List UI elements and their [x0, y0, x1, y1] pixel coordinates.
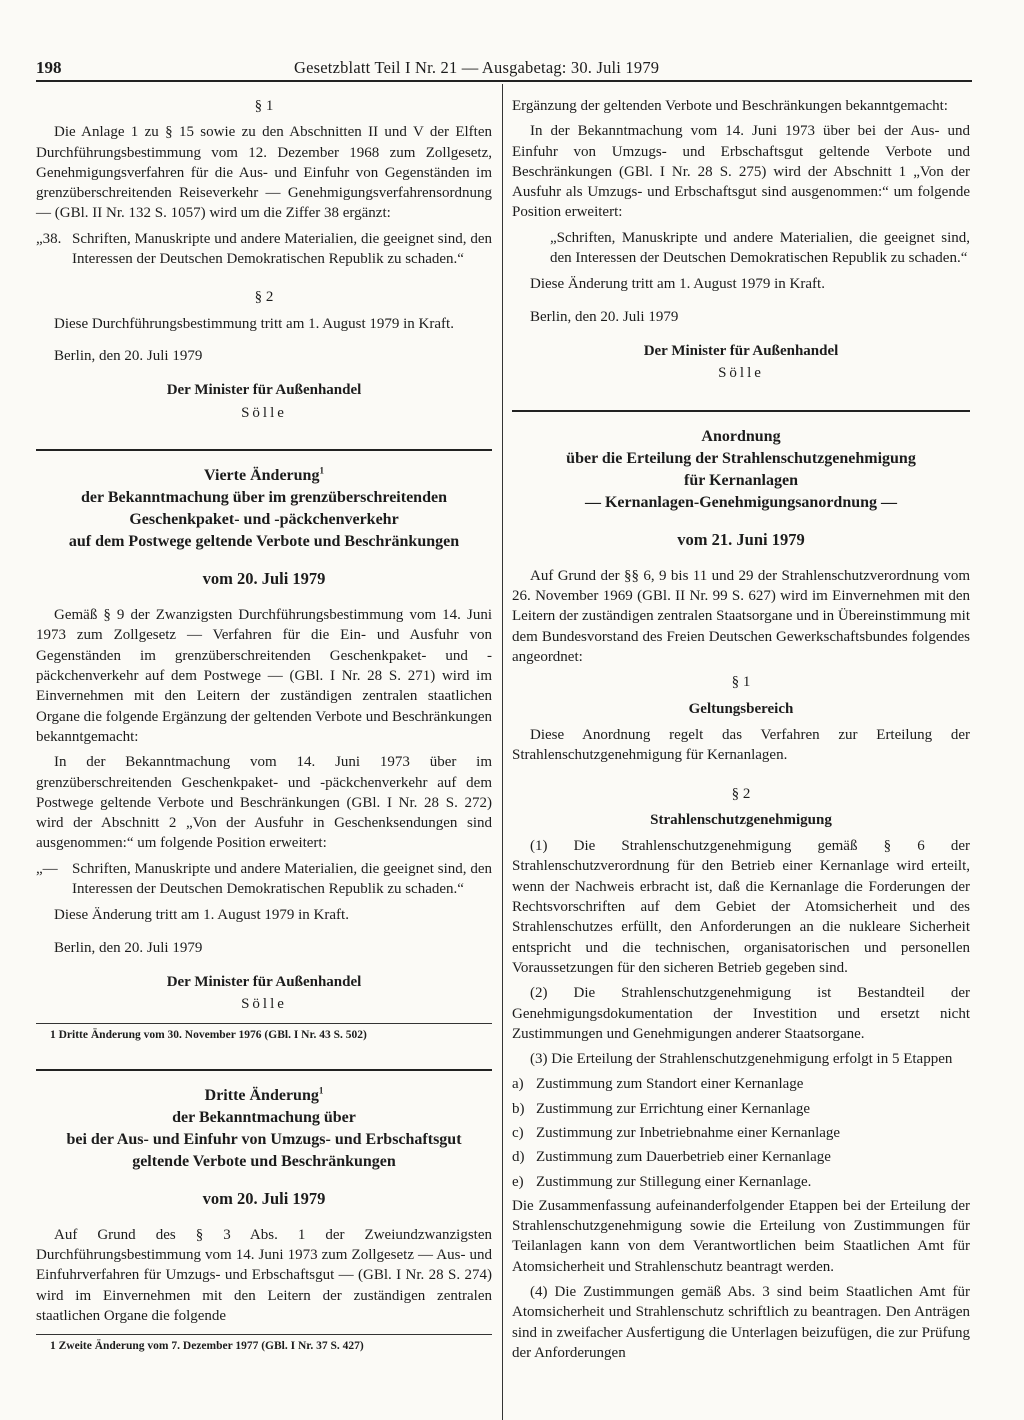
doc-title-line: auf dem Postwege geltende Verbote und Beschränkungen	[68, 532, 460, 550]
minister-title: Der Minister für Außenhandel	[166, 382, 362, 399]
list-label: a)	[512, 1076, 524, 1093]
section-heading: Strahlenschutzgenehmigung	[650, 811, 832, 828]
section-mark-1: § 1	[731, 674, 751, 691]
doc-title-line: bei der Aus- und Einfuhr von Umzugs- und Erbschaftsgut	[66, 1130, 462, 1148]
list-text: Zustimmung zur Inbetriebnahme einer Kernanlage	[536, 1124, 841, 1141]
doc2-paragraph-1: Gemäß § 9 der Zwanzigsten Durchführungsbestimmung vom 14. Juni 1973 zum Zollgesetz — Verfahren für die Ein- und Ausfuhr von Gegenständen im grenzüberschreitenden Geschenkpaket- und -päckchenverkehr auf dem Postwege — (GBl. I Nr. 28 S. 271) wird im Einvernehmen mit den Leitern der zuständigen zentralen staatlichen Organe die folgende Ergänzung der geltenden Verbote und Beschränkungen bekanntgemacht:	[36, 607, 492, 745]
continued-text: Ergänzung der geltenden Verbote und Beschränkungen bekanntgemacht:	[512, 98, 948, 114]
footnote-rule	[36, 1023, 492, 1024]
doc-title-line: für Kernanlagen	[684, 471, 798, 489]
doc4-intro: Auf Grund der §§ 6, 9 bis 11 und 29 der Strahlenschutzverordnung vom 26. November 1969 (GBl. II Nr. 99 S. 627) wird im Einvernehmen mit den Leitern der zuständigen zentralen Staatsorgane und in Übereinstimmung mit dem Bundesvorstand des Freien Deutschen Gewerkschaftsbundes folgendes angeordnet:	[512, 567, 970, 666]
section-1-text: Die Anlage 1 zu § 15 sowie zu den Abschnitten II und V der Elften Durchführungsbestimmung vom 12. Dezember 1968 zum Zollgesetz, Genehmigungsverfahren für die Aus- und Einfuhr von Gegenständen im grenzüberschreitenden Reiseverkehr — Genehmigungsverfahrensordnung — (GBl. II Nr. 132 S. 1057) wird um die Ziffer 38 ergänzt:	[36, 124, 492, 222]
signature: Sölle	[241, 996, 287, 1013]
list-text: Zustimmung zum Standort einer Kernanlage	[536, 1076, 804, 1093]
quote-number: „38.	[36, 230, 62, 247]
header-rule	[36, 80, 972, 82]
doc3-paragraph-3: Diese Änderung tritt am 1. August 1979 in Kraft.	[530, 276, 825, 293]
doc3-paragraph-2: In der Bekanntmachung vom 14. Juni 1973 über bei der Aus- und Einfuhr von Umzugs- und Erbschaftsgut geltende Verbote und Beschränkungen (GBl. I Nr. 28 S. 275) wird der Abschnitt 1 „Von der Ausfuhr als Umzugs- und Erbschaftsgut sind ausgenommen:“ um folgende Position erweitert:	[512, 123, 970, 221]
date-line: Berlin, den 20. Juli 1979	[530, 308, 679, 325]
quote-item	[36, 859, 492, 900]
doc-title-line: geltende Verbote und Beschränkungen	[132, 1152, 396, 1170]
doc-title-line: Dritte Änderung	[204, 1086, 319, 1104]
section-mark-2: § 2	[254, 289, 274, 306]
column-divider	[502, 84, 503, 1420]
signature: Sölle	[241, 404, 287, 421]
minister-title: Der Minister für Außenhandel	[166, 973, 362, 990]
section-2-paragraph-4: (4) Die Zustimmungen gemäß Abs. 3 sind beim Staatlichen Amt für Atomsicherheit und Strahlenschutz schriftlich zu beantragen. Den Anträgen sind in zweifacher Ausfertigung die Unterlagen beizufügen, die zur Prüfung der Anforderungen	[512, 1284, 970, 1361]
section-2-paragraph-1: (1) Die Strahlenschutzgenehmigung gemäß § 6 der Strahlenschutzverordnung für den Betrieb einer Kernanlage wird erteilt, wenn der Nachweis erbracht ist, daß die Kernanlage die Forderungen der Rechtsvorschriften auf dem Gebiet der Atomsicherheit und des Strahlenschutzes erfüllt, den Anforderungen an die nukleare Sicherheit entspricht und die technischen, organisatorischen und personellen Voraussetzungen für den sicheren Betrieb gegeben sind.	[512, 838, 970, 976]
list-text: Zustimmung zur Stillegung einer Kernanlage.	[536, 1173, 812, 1190]
quote-text: Schriften, Manuskripte und andere Materialien, die geeignet sind, den Interessen der Deutschen Demokratischen Republik zu schaden.“	[72, 230, 492, 268]
section-2-paragraph-3: (3) Die Erteilung der Strahlenschutzgenehmigung erfolgt in 5 Etappen	[530, 1051, 953, 1068]
doc-title	[36, 465, 492, 487]
gazette-title: Gesetzblatt Teil I Nr. 21 — Ausgabetag: 30. Juli 1979	[294, 58, 660, 77]
list-item	[512, 1172, 970, 1192]
signature: Sölle	[718, 365, 764, 382]
section-mark-1: § 1	[254, 98, 274, 114]
doc-title	[36, 1085, 492, 1107]
quote-text: „Schriften, Manuskripte und andere Materialien, die geeignet sind, den Interessen der Deutschen Demokratischen Republik zu schaden.“	[550, 229, 970, 267]
list-item	[512, 1147, 970, 1167]
doc-date: vom 20. Juli 1979	[202, 1188, 326, 1208]
section-2-paragraph-2: (2) Die Strahlenschutzgenehmigung ist Bestandteil der Genehmigungsdokumentation der Investition und ersetzt nicht Zustimmungen und Genehmigungen anderer Staatsorgane.	[512, 985, 970, 1042]
footnote-marker: 1	[318, 1085, 324, 1096]
page-header	[36, 56, 972, 82]
list-label: e)	[512, 1173, 524, 1190]
section-rule	[36, 1069, 492, 1071]
footnote-rule	[36, 1334, 492, 1335]
date-line: Berlin, den 20. Juli 1979	[54, 939, 203, 956]
page-number: 198	[36, 58, 62, 77]
doc-date: vom 21. Juni 1979	[677, 529, 805, 549]
doc-title-line: Anordnung	[701, 427, 781, 445]
list-text: Zustimmung zum Dauerbetrieb einer Kernanlage	[536, 1149, 831, 1166]
list-item	[512, 1123, 970, 1143]
list-label: c)	[512, 1124, 524, 1141]
doc-title-line: der Bekanntmachung über	[172, 1108, 356, 1126]
footnote: 1 Dritte Änderung vom 30. November 1976 (GBl. I Nr. 43 S. 502)	[50, 1028, 367, 1041]
list-label: d)	[512, 1149, 525, 1166]
section-rule	[512, 410, 970, 412]
section-1-text: Diese Anordnung regelt das Verfahren zur Erteilung der Strahlenschutzgenehmigung für Kernanlagen.	[512, 726, 970, 764]
doc-title-line: Geschenkpaket- und -päckchenverkehr	[129, 510, 399, 528]
doc-title-line: — Kernanlagen-Genehmigungsanordnung —	[584, 493, 898, 511]
doc-date: vom 20. Juli 1979	[202, 568, 326, 588]
quote-item-38	[36, 229, 492, 270]
section-rule	[36, 449, 492, 451]
doc2-paragraph-2: In der Bekanntmachung vom 14. Juni 1973 über im grenzüberschreitenden Geschenkpaket- und -päckchenverkehr auf dem Postwege geltende Verbote und Beschränkungen (GBl. I Nr. 28 S. 272) wird der Abschnitt 2 „Von der Ausfuhr in Geschenksendungen sind ausgenommen:“ um folgende Position erweitert:	[36, 754, 492, 852]
date-line: Berlin, den 20. Juli 1979	[54, 347, 203, 364]
section-2-text: Diese Durchführungsbestimmung tritt am 1. August 1979 in Kraft.	[54, 315, 454, 332]
left-column	[36, 96, 492, 1354]
doc-title-line: über die Erteilung der Strahlenschutzgenehmigung	[566, 449, 916, 467]
right-column	[512, 96, 970, 1368]
footnote-marker: 1	[319, 465, 324, 476]
list-text: Zustimmung zur Errichtung einer Kernanlage	[536, 1100, 811, 1117]
list-label: b)	[512, 1100, 525, 1117]
footnote: 1 Zweite Änderung vom 7. Dezember 1977 (GBl. I Nr. 37 S. 427)	[50, 1340, 364, 1353]
doc-title-line: Vierte Änderung	[204, 466, 320, 484]
list-item	[512, 1074, 970, 1094]
quote-text: Schriften, Manuskripte und andere Materialien, die geeignet sind, den Interessen der Deutschen Demokratischen Republik zu schaden.“	[72, 860, 492, 898]
doc2-paragraph-3: Diese Änderung tritt am 1. August 1979 in Kraft.	[54, 907, 349, 924]
doc-title-line: der Bekanntmachung über im grenzüberschreitenden	[81, 488, 447, 506]
minister-title: Der Minister für Außenhandel	[643, 342, 839, 359]
doc3-paragraph-1: Auf Grund des § 3 Abs. 1 der Zweiundzwanzigsten Durchführungsbestimmung vom 14. Juni 1973 zum Zollgesetz — Aus- und Einfuhrverfahren für Umzugs- und Erbschaftsgut — (GBl. I Nr. 28 S. 274) wird im Einvernehmen mit den Leitern der zuständigen zentralen staatlichen Organe die folgende	[36, 1226, 492, 1324]
section-2-paragraph-3b: Die Zusammenfassung aufeinanderfolgender Etappen bei der Erteilung der Strahlenschutzgenehmigung sowie die Erteilung von Zustimmungen für Teilanlagen kann von dem Verantwortlichen beim Staatlichen Amt für Atomsicherheit und Strahlenschutz beantragt werden.	[512, 1197, 970, 1275]
list-item	[512, 1099, 970, 1119]
quote-dash: „—	[36, 860, 58, 877]
section-heading: Geltungsbereich	[688, 700, 794, 717]
section-mark-2: § 2	[731, 785, 751, 802]
